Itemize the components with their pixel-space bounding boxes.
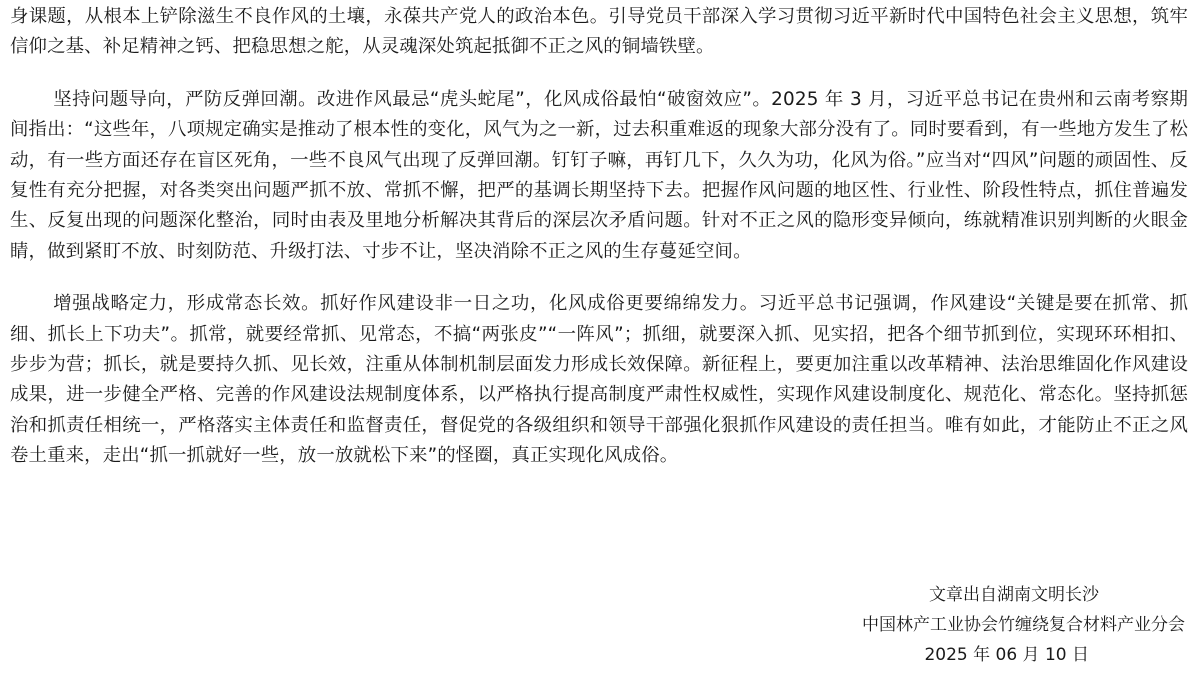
publishing-organization: 中国林产工业协会竹缠绕复合材料产业分会 [862, 615, 1185, 635]
paragraph-gap [10, 267, 1188, 289]
article-footer [765, 580, 1185, 670]
publish-date: 2025 年 06 月 10 日 [924, 645, 1089, 665]
article-paragraph: 身课题，从根本上铲除滋生不良作风的土壤，永葆共产党人的政治本色。引导党员干部深入学习贯彻习近平新时代中国特色社会主义思想，筑牢信仰之基、补足精神之钙、把稳思想之舵，从灵魂深处筑起抵御不正之风的铜墙铁壁。 [10, 6, 1188, 58]
article-paragraph: 坚持问题导向，严防反弹回潮。改进作风最忌“虎头蛇尾”，化风成俗最怕“破窗效应”。2025 年 3 月，习近平总书记在贵州和云南考察期间指出：“这些年，八项规定确实是推动了根本性的变化，风气为之一新，过去积重难返的现象大部分没有了。同时要看到，有一些地方发生了松动，有一些方面还存在盲区死角，一些不良风气出现了反弹回潮。钉钉子嘛，再钉几下，久久为功，化风为俗。”应当对“四风”问题的顽固性、反复性有充分把握，对各类突出问题严抓不放、常抓不懈，把严的基调长期坚持下去。把握作风问题的地区性、行业性、阶段性特点，抓住普遍发生、反复出现的问题深化整治，同时由表及里地分析解决其背后的深层次矛盾问题。针对不正之风的隐形变异倾向，练就精准识别判断的火眼金睛，做到紧盯不放、时刻防范、升级打法、寸步不让，坚决消除不正之风的生存蔓延空间。 [10, 88, 1188, 262]
article-source: 文章出自湖南文明长沙 [929, 585, 1099, 605]
article-paragraph: 增强战略定力，形成常态长效。抓好作风建设非一日之功，化风成俗更要绵绵发力。习近平总书记强调，作风建设“关键是要在抓常、抓细、抓长上下功夫”。抓常，就要经常抓、见常态，不搞“两张皮”“一阵风”；抓细，就要深入抓、见实招，把各个细节抓到位，实现环环相扣、步步为营；抓长，就是要持久抓、见长效，注重从体制机制层面发力形成长效保障。新征程上，要更加注重以改革精神、法治思维固化作风建设成果，进一步健全严格、完善的作风建设法规制度体系，以严格执行提高制度严肃性权威性，实现作风建设制度化、规范化、常态化。坚持抓惩治和抓责任相统一，严格落实主体责任和监督责任，督促党的各级组织和领导干部强化狠抓作风建设的责任担当。唯有如此，才能防止不正之风卷土重来，走出“抓一抓就好一些，放一放就松下来”的怪圈，真正实现化风成俗。 [10, 293, 1188, 467]
article-body [10, 2, 1188, 472]
paragraph-gap [10, 63, 1188, 85]
